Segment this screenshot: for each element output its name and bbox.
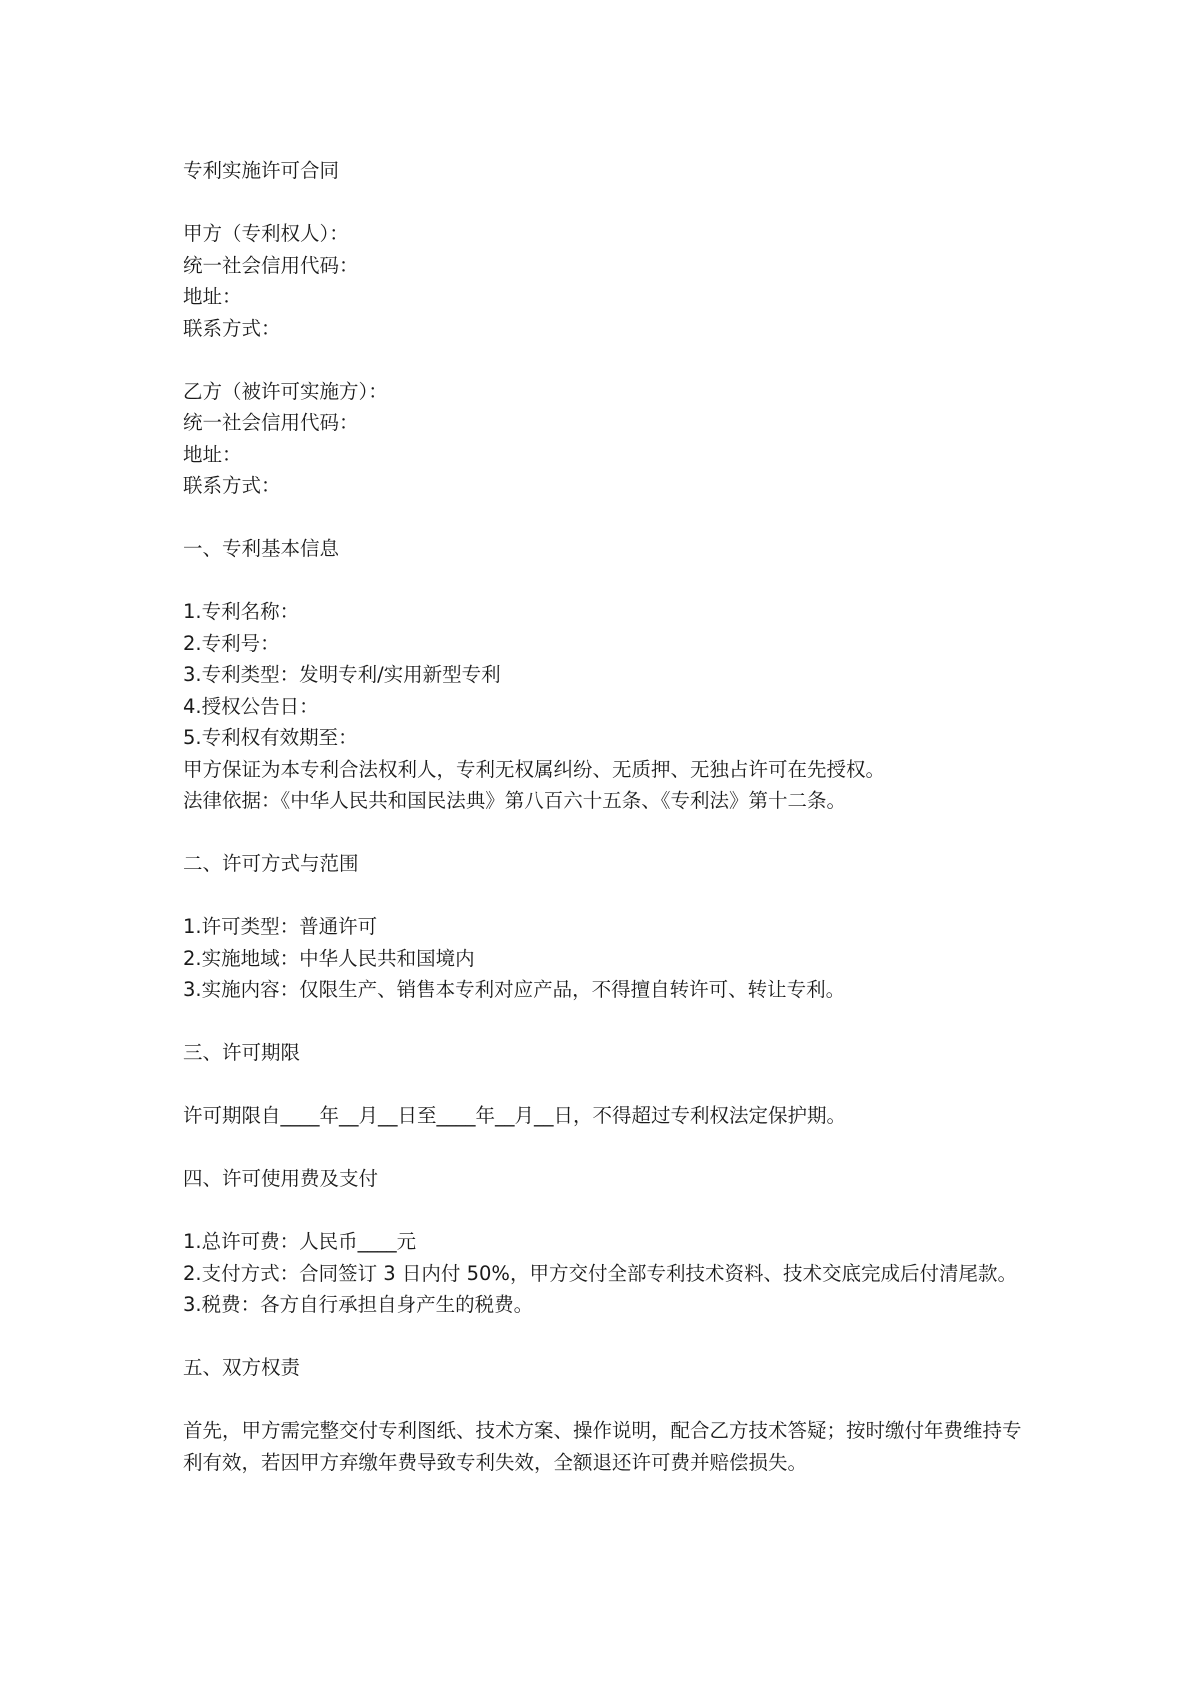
section3-text: 许可期限自____年__月__日至____年__月__日，不得超过专利权法定保护期。 (183, 1104, 847, 1127)
contract-document (183, 155, 1023, 1478)
party-b-credit-code: 统一社会信用代码： (183, 411, 359, 434)
spacer (183, 1069, 1023, 1101)
section2-item: 1.许可类型：普通许可 (183, 915, 378, 938)
section1-item: 5.专利权有效期至： (183, 726, 358, 749)
party-a-contact: 联系方式： (183, 316, 281, 340)
spacer (183, 187, 1023, 219)
section1-item: 2.专利号： (183, 631, 280, 655)
party-b-contact: 联系方式： (183, 474, 281, 497)
section4-item: 1.总许可费：人民币____元 (183, 1230, 417, 1253)
section2-item: 2.实施地域：中华人民共和国境内 (183, 946, 475, 970)
section1-item: 3.专利类型：发明专利/实用新型专利 (183, 663, 501, 686)
spacer (183, 1384, 1023, 1416)
party-b-address: 地址： (183, 442, 242, 466)
section3-heading: 三、许可期限 (183, 1041, 301, 1064)
section1-item: 1.专利名称： (183, 600, 300, 623)
section4-item: 3.税费：各方自行承担自身产生的税费。 (183, 1293, 534, 1316)
spacer (183, 1006, 1023, 1038)
spacer (183, 1195, 1023, 1227)
section1-legal-basis: 法律依据：《中华人民共和国民法典》第八百六十五条、《专利法》第十二条。 (183, 789, 847, 812)
party-a-address: 地址： (183, 285, 242, 308)
section1-heading: 一、专利基本信息 (183, 537, 340, 560)
spacer (183, 880, 1023, 912)
party-a-credit-code: 统一社会信用代码： (183, 253, 359, 277)
section2-heading: 二、许可方式与范围 (183, 852, 359, 875)
section1-item: 4.授权公告日： (183, 694, 319, 718)
party-b-label: 乙方（被许可实施方）： (183, 379, 388, 403)
section2-item: 3.实施内容：仅限生产、销售本专利对应产品，不得擅自转许可、转让专利。 (183, 978, 846, 1001)
spacer (183, 565, 1023, 597)
spacer (183, 1321, 1023, 1353)
spacer (183, 344, 1023, 376)
spacer (183, 1132, 1023, 1164)
section5-text: 首先，甲方需完整交付专利图纸、技术方案、操作说明，配合乙方技术答疑；按时缴付年费维持专利有效，若因甲方弃缴年费导致专利失效，全额退还许可费并赔偿损失。 (183, 1419, 1022, 1474)
document-title: 专利实施许可合同 (183, 159, 340, 182)
section1-guarantee: 甲方保证为本专利合法权利人，专利无权属纠纷、无质押、无独占许可在先授权。 (183, 757, 886, 781)
section5-heading: 五、双方权责 (183, 1356, 301, 1379)
section4-item: 2.支付方式：合同签订 3 日内付 50%，甲方交付全部专利技术资料、技术交底完成后付清尾款。 (183, 1261, 1017, 1285)
spacer (183, 502, 1023, 534)
party-a-label: 甲方（专利权人）： (183, 222, 349, 245)
section4-heading: 四、许可使用费及支付 (183, 1167, 379, 1190)
spacer (183, 817, 1023, 849)
